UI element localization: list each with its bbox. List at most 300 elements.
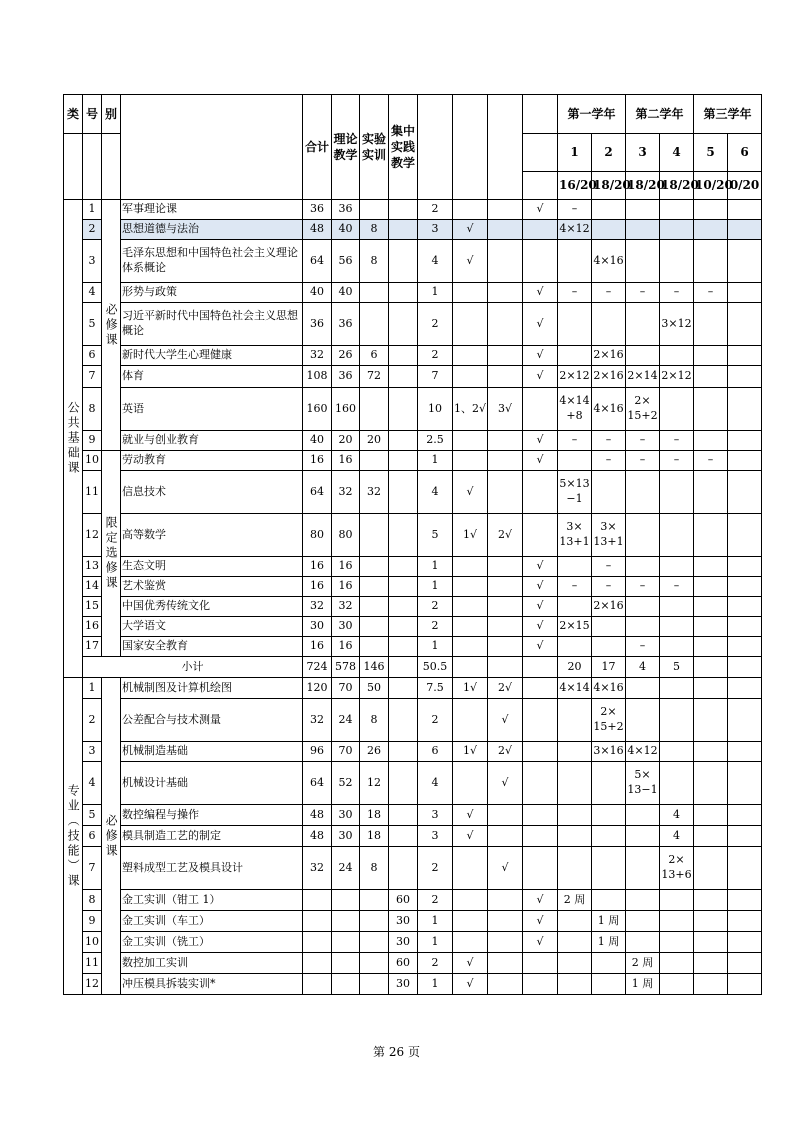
cell-theory	[332, 953, 360, 974]
table-row	[64, 762, 762, 805]
term-hours	[558, 805, 592, 826]
cell-c2	[488, 953, 523, 974]
subtotal-term	[728, 657, 762, 678]
cell-c3: √	[523, 617, 558, 637]
term-hours: 4×12	[558, 220, 592, 240]
term-hours: 2×14	[626, 366, 660, 388]
cell-c2: √	[488, 699, 523, 742]
cell-c3	[523, 388, 558, 431]
cell-c1	[453, 932, 488, 953]
group-elective: 限定选修课	[102, 451, 121, 657]
cell-total: 36	[303, 303, 332, 346]
term-hours	[558, 451, 592, 471]
row-number: 16	[83, 617, 102, 637]
cell-c2	[488, 826, 523, 847]
cell-lab: 26	[360, 742, 389, 762]
cell-prac	[389, 617, 418, 637]
cell-lab	[360, 911, 389, 932]
cell-c2: √	[488, 762, 523, 805]
cell-c3	[523, 220, 558, 240]
term-hours: –	[592, 451, 626, 471]
cell-c3	[523, 742, 558, 762]
term-hours: –	[558, 577, 592, 597]
cell-c1	[453, 637, 488, 657]
table-row	[64, 388, 762, 431]
term-hours	[592, 471, 626, 514]
cell-lab	[360, 514, 389, 557]
term-hours	[592, 826, 626, 847]
table-row	[64, 911, 762, 932]
cell-total: 64	[303, 471, 332, 514]
term-hours	[626, 220, 660, 240]
cell-c3: √	[523, 346, 558, 366]
cell-c2	[488, 911, 523, 932]
table-row	[64, 366, 762, 388]
term-hours	[728, 220, 762, 240]
cell-prac: 60	[389, 890, 418, 911]
term-hours	[660, 890, 694, 911]
cell-credit: 1	[418, 283, 453, 303]
cell-prac	[389, 826, 418, 847]
course-name: 形势与政策	[121, 283, 303, 303]
table-row	[64, 346, 762, 366]
cell-c2	[488, 303, 523, 346]
term-hours	[728, 932, 762, 953]
row-number: 11	[83, 471, 102, 514]
term-hours: 4×16	[592, 240, 626, 283]
term-hours: 1 周	[592, 911, 626, 932]
cell-c1	[453, 283, 488, 303]
row-number: 12	[83, 974, 102, 995]
cell-total: 32	[303, 346, 332, 366]
term-hours: 2×15	[558, 617, 592, 637]
cell-total: 64	[303, 240, 332, 283]
term-hours: –	[626, 577, 660, 597]
cell-prac	[389, 366, 418, 388]
term-hours	[728, 346, 762, 366]
term-hours: –	[558, 283, 592, 303]
term-hours: –	[660, 431, 694, 451]
cell-credit: 6	[418, 742, 453, 762]
row-number: 2	[83, 699, 102, 742]
subtotal-theory: 578	[332, 657, 360, 678]
table-row	[64, 847, 762, 890]
header-hao: 号	[83, 95, 102, 134]
term-hours	[694, 346, 728, 366]
subtotal-term: 20	[558, 657, 592, 678]
cell-c2: 2√	[488, 514, 523, 557]
subtotal-lab: 146	[360, 657, 389, 678]
term-hours	[728, 637, 762, 657]
cell-prac	[389, 346, 418, 366]
term-hours	[660, 200, 694, 220]
term-hours	[728, 200, 762, 220]
header-theory: 理论教学	[332, 95, 360, 200]
term-hours	[728, 678, 762, 699]
cell-c1	[453, 847, 488, 890]
table-row	[64, 974, 762, 995]
course-name: 生态文明	[121, 557, 303, 577]
cell-theory	[332, 974, 360, 995]
cell-theory: 36	[332, 200, 360, 220]
cell-c2	[488, 431, 523, 451]
table-row	[64, 577, 762, 597]
course-name: 数控加工实训	[121, 953, 303, 974]
empty-cell	[488, 657, 523, 678]
term-hours	[728, 514, 762, 557]
cell-c1: √	[453, 240, 488, 283]
cell-c1	[453, 699, 488, 742]
header-year2: 第二学年	[626, 95, 694, 134]
term-hours	[694, 699, 728, 742]
cell-c1	[453, 200, 488, 220]
subtotal-term	[694, 657, 728, 678]
term-hours	[728, 283, 762, 303]
cell-theory: 80	[332, 514, 360, 557]
course-name: 军事理论课	[121, 200, 303, 220]
header-term-4: 4	[660, 134, 694, 172]
term-hours: 4×12	[626, 742, 660, 762]
header-term-5: 5	[694, 134, 728, 172]
subtotal-credit: 50.5	[418, 657, 453, 678]
header-term-3: 3	[626, 134, 660, 172]
cell-theory: 40	[332, 220, 360, 240]
header-practice: 集中实践教学	[389, 95, 418, 200]
cell-total: 64	[303, 762, 332, 805]
term-hours	[694, 890, 728, 911]
row-number: 9	[83, 431, 102, 451]
course-name: 高等数学	[121, 514, 303, 557]
cell-c1	[453, 451, 488, 471]
cell-credit: 4	[418, 240, 453, 283]
term-hours: –	[592, 283, 626, 303]
course-name: 思想道德与法治	[121, 220, 303, 240]
course-name: 毛泽东思想和中国特色社会主义理论体系概论	[121, 240, 303, 283]
empty-cell	[523, 657, 558, 678]
term-hours: 2× 15+2	[592, 699, 626, 742]
header-year3: 第三学年	[694, 95, 762, 134]
cell-prac	[389, 805, 418, 826]
term-hours	[558, 240, 592, 283]
term-hours	[660, 471, 694, 514]
cell-theory: 70	[332, 742, 360, 762]
cell-c1	[453, 346, 488, 366]
course-name: 体育	[121, 366, 303, 388]
cell-total: 40	[303, 431, 332, 451]
term-hours	[558, 637, 592, 657]
cell-c3	[523, 974, 558, 995]
term-hours	[558, 303, 592, 346]
cell-c1: 1√	[453, 742, 488, 762]
cell-credit: 10	[418, 388, 453, 431]
course-name: 习近平新时代中国特色社会主义思想概论	[121, 303, 303, 346]
cell-c2	[488, 617, 523, 637]
course-name: 塑料成型工艺及模具设计	[121, 847, 303, 890]
term-hours	[728, 974, 762, 995]
term-hours	[728, 699, 762, 742]
cell-total: 16	[303, 451, 332, 471]
term-hours	[592, 303, 626, 346]
cell-c2	[488, 346, 523, 366]
header-term-2: 2	[592, 134, 626, 172]
cell-theory: 36	[332, 366, 360, 388]
cell-total	[303, 890, 332, 911]
term-hours: 2× 15+2	[626, 388, 660, 431]
cell-credit: 2.5	[418, 431, 453, 451]
term-hours	[694, 826, 728, 847]
cell-c3: √	[523, 366, 558, 388]
cell-c2	[488, 451, 523, 471]
term-hours	[728, 303, 762, 346]
cell-lab: 8	[360, 240, 389, 283]
term-hours	[660, 742, 694, 762]
cell-theory: 70	[332, 678, 360, 699]
cell-lab: 6	[360, 346, 389, 366]
cell-lab	[360, 932, 389, 953]
term-hours	[728, 805, 762, 826]
term-hours	[660, 557, 694, 577]
term-hours	[592, 847, 626, 890]
term-hours: –	[592, 557, 626, 577]
header-weeks-6: 0/20	[728, 172, 762, 200]
term-hours	[694, 617, 728, 637]
cell-c3	[523, 240, 558, 283]
course-name: 信息技术	[121, 471, 303, 514]
cell-c3	[523, 471, 558, 514]
cell-credit: 3	[418, 826, 453, 847]
cell-c3: √	[523, 431, 558, 451]
cell-c3: √	[523, 597, 558, 617]
cell-credit: 2	[418, 699, 453, 742]
term-hours: 3× 13+1	[592, 514, 626, 557]
cell-c3	[523, 678, 558, 699]
term-hours	[558, 762, 592, 805]
table-row	[64, 220, 762, 240]
cell-credit: 4	[418, 471, 453, 514]
term-hours: 2×12	[558, 366, 592, 388]
term-hours: –	[626, 451, 660, 471]
cell-total: 48	[303, 826, 332, 847]
term-hours: 4	[660, 805, 694, 826]
table-row	[64, 451, 762, 471]
term-hours	[660, 953, 694, 974]
cell-c1	[453, 890, 488, 911]
course-name: 国家安全教育	[121, 637, 303, 657]
course-name: 中国优秀传统文化	[121, 597, 303, 617]
term-hours	[558, 699, 592, 742]
term-hours: 2 周	[626, 953, 660, 974]
term-hours	[728, 451, 762, 471]
cell-theory: 20	[332, 431, 360, 451]
table-row	[64, 826, 762, 847]
term-hours: –	[558, 200, 592, 220]
term-hours	[694, 678, 728, 699]
cell-credit: 2	[418, 953, 453, 974]
term-hours	[728, 953, 762, 974]
cell-theory: 30	[332, 617, 360, 637]
term-hours	[694, 431, 728, 451]
term-hours: –	[592, 577, 626, 597]
cell-theory: 24	[332, 699, 360, 742]
cell-c1: √	[453, 471, 488, 514]
term-hours	[694, 911, 728, 932]
term-hours	[626, 303, 660, 346]
cell-c2	[488, 805, 523, 826]
cell-total	[303, 953, 332, 974]
cell-lab: 12	[360, 762, 389, 805]
cell-total: 32	[303, 597, 332, 617]
cell-lab: 50	[360, 678, 389, 699]
cell-credit: 2	[418, 200, 453, 220]
header-total: 合计	[303, 95, 332, 200]
row-number: 17	[83, 637, 102, 657]
cell-c3: √	[523, 303, 558, 346]
header-bie: 别	[102, 95, 121, 134]
cell-total: 120	[303, 678, 332, 699]
cell-lab	[360, 974, 389, 995]
term-hours	[694, 847, 728, 890]
subtotal-label: 小计	[83, 657, 303, 678]
subtotal-row	[64, 657, 762, 678]
cell-lab: 18	[360, 805, 389, 826]
cell-theory: 30	[332, 826, 360, 847]
cell-c1	[453, 557, 488, 577]
cell-prac	[389, 514, 418, 557]
course-name: 金工实训（铣工）	[121, 932, 303, 953]
group-required: 必修课	[102, 200, 121, 451]
term-hours: 2×16	[592, 346, 626, 366]
term-hours	[694, 240, 728, 283]
row-number: 5	[83, 805, 102, 826]
table-row	[64, 471, 762, 514]
cell-total: 30	[303, 617, 332, 637]
table-row	[64, 932, 762, 953]
empty-cell	[453, 657, 488, 678]
cell-lab	[360, 557, 389, 577]
row-number: 8	[83, 890, 102, 911]
cell-theory: 52	[332, 762, 360, 805]
term-hours: –	[694, 283, 728, 303]
term-hours: –	[660, 283, 694, 303]
header-weeks-2: 18/20	[592, 172, 626, 200]
cell-lab: 32	[360, 471, 389, 514]
cell-theory: 32	[332, 471, 360, 514]
cell-theory: 24	[332, 847, 360, 890]
term-hours: –	[626, 283, 660, 303]
header-lab: 实验实训	[360, 95, 389, 200]
term-hours	[728, 471, 762, 514]
term-hours	[728, 762, 762, 805]
row-number: 7	[83, 366, 102, 388]
table-row	[64, 597, 762, 617]
cell-c3	[523, 847, 558, 890]
cell-c1: 1、2√	[453, 388, 488, 431]
cell-lab	[360, 388, 389, 431]
term-hours	[728, 240, 762, 283]
term-hours	[694, 366, 728, 388]
cell-c3: √	[523, 451, 558, 471]
course-name: 公差配合与技术测量	[121, 699, 303, 742]
term-hours	[694, 388, 728, 431]
row-number: 4	[83, 762, 102, 805]
cell-prac: 30	[389, 974, 418, 995]
term-hours	[660, 617, 694, 637]
term-hours	[592, 953, 626, 974]
term-hours	[660, 220, 694, 240]
cell-total: 80	[303, 514, 332, 557]
term-hours	[660, 388, 694, 431]
table-row	[64, 557, 762, 577]
cell-credit: 2	[418, 890, 453, 911]
term-hours	[694, 200, 728, 220]
course-name: 机械设计基础	[121, 762, 303, 805]
term-hours	[558, 847, 592, 890]
cell-c1	[453, 577, 488, 597]
cell-credit: 1	[418, 974, 453, 995]
course-name: 金工实训（钳工 1）	[121, 890, 303, 911]
cell-prac	[389, 742, 418, 762]
term-hours: 2×16	[592, 597, 626, 617]
course-name: 机械制造基础	[121, 742, 303, 762]
cell-prac	[389, 577, 418, 597]
term-hours	[558, 597, 592, 617]
cell-c3	[523, 953, 558, 974]
term-hours	[558, 557, 592, 577]
cell-total: 48	[303, 220, 332, 240]
term-hours	[728, 366, 762, 388]
cell-c3: √	[523, 577, 558, 597]
term-hours: 2× 13+6	[660, 847, 694, 890]
term-hours	[626, 514, 660, 557]
term-hours	[626, 847, 660, 890]
term-hours: –	[626, 431, 660, 451]
term-hours	[592, 974, 626, 995]
cell-credit: 1	[418, 577, 453, 597]
cell-lab	[360, 597, 389, 617]
cell-theory	[332, 911, 360, 932]
cell-prac	[389, 847, 418, 890]
term-hours	[728, 826, 762, 847]
course-name: 模具制造工艺的制定	[121, 826, 303, 847]
cell-c1	[453, 762, 488, 805]
term-hours	[660, 637, 694, 657]
term-hours: 5× 13−1	[626, 762, 660, 805]
cell-c3	[523, 826, 558, 847]
term-hours: 4×16	[592, 678, 626, 699]
term-hours	[558, 826, 592, 847]
term-hours	[728, 597, 762, 617]
term-hours	[660, 597, 694, 617]
cell-lab	[360, 303, 389, 346]
course-name: 数控编程与操作	[121, 805, 303, 826]
term-hours: 2×16	[592, 366, 626, 388]
term-hours	[592, 805, 626, 826]
cell-c2	[488, 577, 523, 597]
row-number: 8	[83, 388, 102, 431]
term-hours	[592, 890, 626, 911]
cell-lab: 8	[360, 699, 389, 742]
cell-c2: 3√	[488, 388, 523, 431]
term-hours	[626, 805, 660, 826]
term-hours	[694, 597, 728, 617]
cell-total: 36	[303, 200, 332, 220]
group-required-pro: 必修课	[102, 678, 121, 995]
cell-prac: 60	[389, 953, 418, 974]
term-hours	[694, 557, 728, 577]
cell-prac	[389, 431, 418, 451]
cell-c3	[523, 762, 558, 805]
header-weeks-1: 16/20	[558, 172, 592, 200]
